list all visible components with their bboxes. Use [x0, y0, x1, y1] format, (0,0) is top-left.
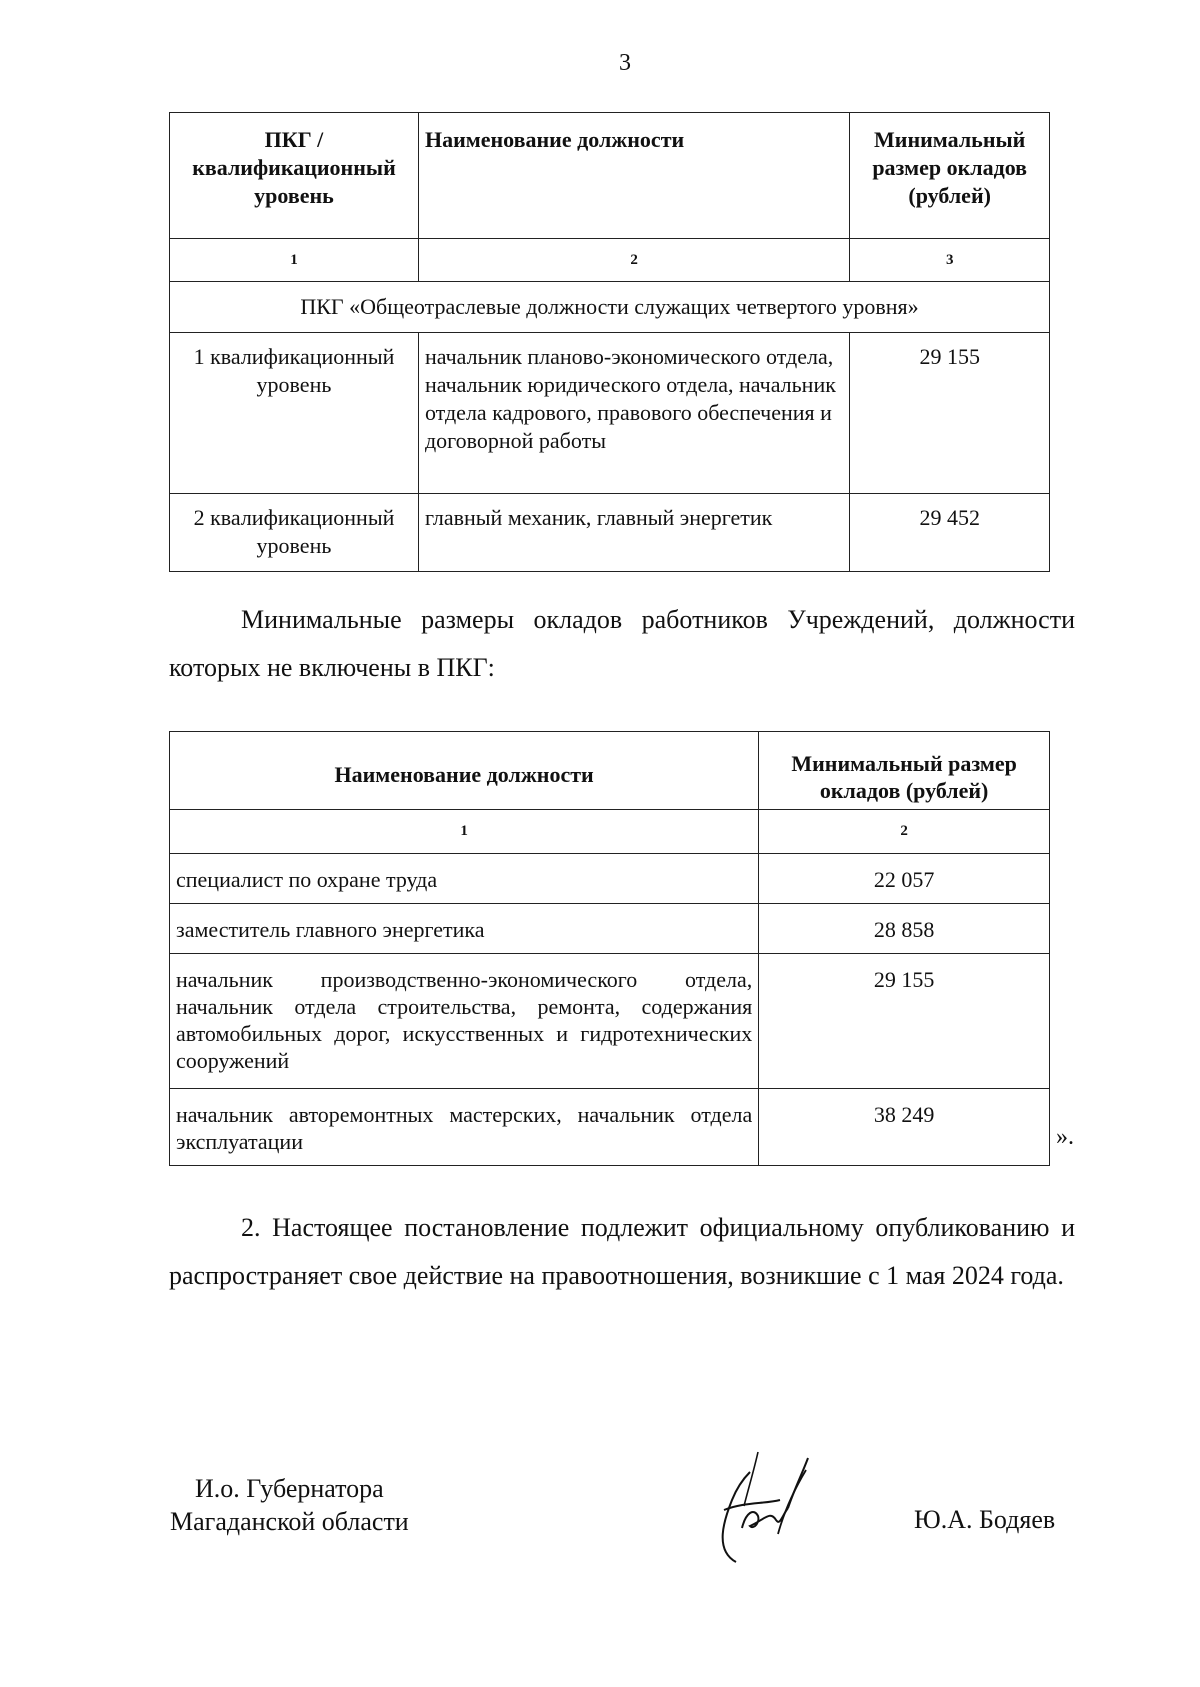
header-salary: Минимальный размер окладов (рублей)	[850, 113, 1050, 239]
salary-cell: 28 858	[759, 904, 1050, 954]
pkg-salary-table	[169, 112, 1050, 572]
table-header-row	[170, 113, 1050, 239]
table-row	[170, 854, 1050, 904]
signatory-title-line: И.о. Губернатора	[194, 1474, 384, 1503]
position-cell: начальник авторемонтных мастерских, начальник отдела эксплуатации	[170, 1089, 759, 1166]
paragraph-text: 2. Настоящее постановление подлежит официальному опубликованию и распространяет свое действие на правоотношения, возникшие с 1 мая 2024 года.	[169, 1213, 1075, 1290]
intro-paragraph	[169, 596, 1075, 692]
header-salary: Минимальный размер окладов (рублей)	[759, 732, 1050, 810]
level-cell: 1 квалификационный уровень	[170, 333, 419, 494]
publication-paragraph	[169, 1204, 1075, 1300]
salary-cell: 38 249	[759, 1089, 1050, 1166]
salary-cell: 22 057	[759, 854, 1050, 904]
position-cell: главный механик, главный энергетик	[418, 494, 849, 572]
position-cell: начальник планово-экономического отдела, начальник юридического отдела, начальник отдела кадрового, правового обеспечения и договорной работы	[418, 333, 849, 494]
closing-quote: ».	[1056, 1124, 1074, 1150]
group-title: ПКГ «Общеотраслевые должности служащих четвертого уровня»	[170, 282, 1050, 333]
table-row	[170, 494, 1050, 572]
position-cell: заместитель главного энергетика	[170, 904, 759, 954]
column-number-row	[170, 810, 1050, 854]
header-pkg-level: ПКГ / квалификационный уровень	[170, 113, 419, 239]
header-position: Наименование должности	[170, 732, 759, 810]
table-row	[170, 904, 1050, 954]
non-pkg-salary-table	[169, 731, 1050, 1166]
handwritten-signature	[684, 1450, 834, 1570]
column-number: 1	[170, 239, 419, 282]
column-number-row	[170, 239, 1050, 282]
column-number: 1	[170, 810, 759, 854]
position-cell: начальник производственно-экономического отдела, начальник отдела строительства, ремонта, содержания автомобильных дорог, искусственных и гидротехнических сооружений	[170, 954, 759, 1089]
signatory-title-line: Магаданской области	[170, 1507, 409, 1536]
table-row	[170, 333, 1050, 494]
group-row	[170, 282, 1050, 333]
page-number: 3	[619, 50, 631, 76]
signatory-name: Ю.А. Бодяев	[914, 1505, 1056, 1534]
table-header-row	[170, 732, 1050, 810]
salary-cell: 29 452	[850, 494, 1050, 572]
header-position: Наименование должности	[418, 113, 849, 239]
column-number: 3	[850, 239, 1050, 282]
column-number: 2	[418, 239, 849, 282]
signatory-title	[170, 1472, 409, 1538]
position-cell: специалист по охране труда	[170, 854, 759, 904]
table-row	[170, 1089, 1050, 1166]
salary-cell: 29 155	[759, 954, 1050, 1089]
paragraph-text: Минимальные размеры окладов работников Учреждений, должности которых не включены в ПКГ:	[169, 605, 1075, 682]
salary-cell: 29 155	[850, 333, 1050, 494]
column-number: 2	[759, 810, 1050, 854]
table-row	[170, 954, 1050, 1089]
level-cell: 2 квалификационный уровень	[170, 494, 419, 572]
